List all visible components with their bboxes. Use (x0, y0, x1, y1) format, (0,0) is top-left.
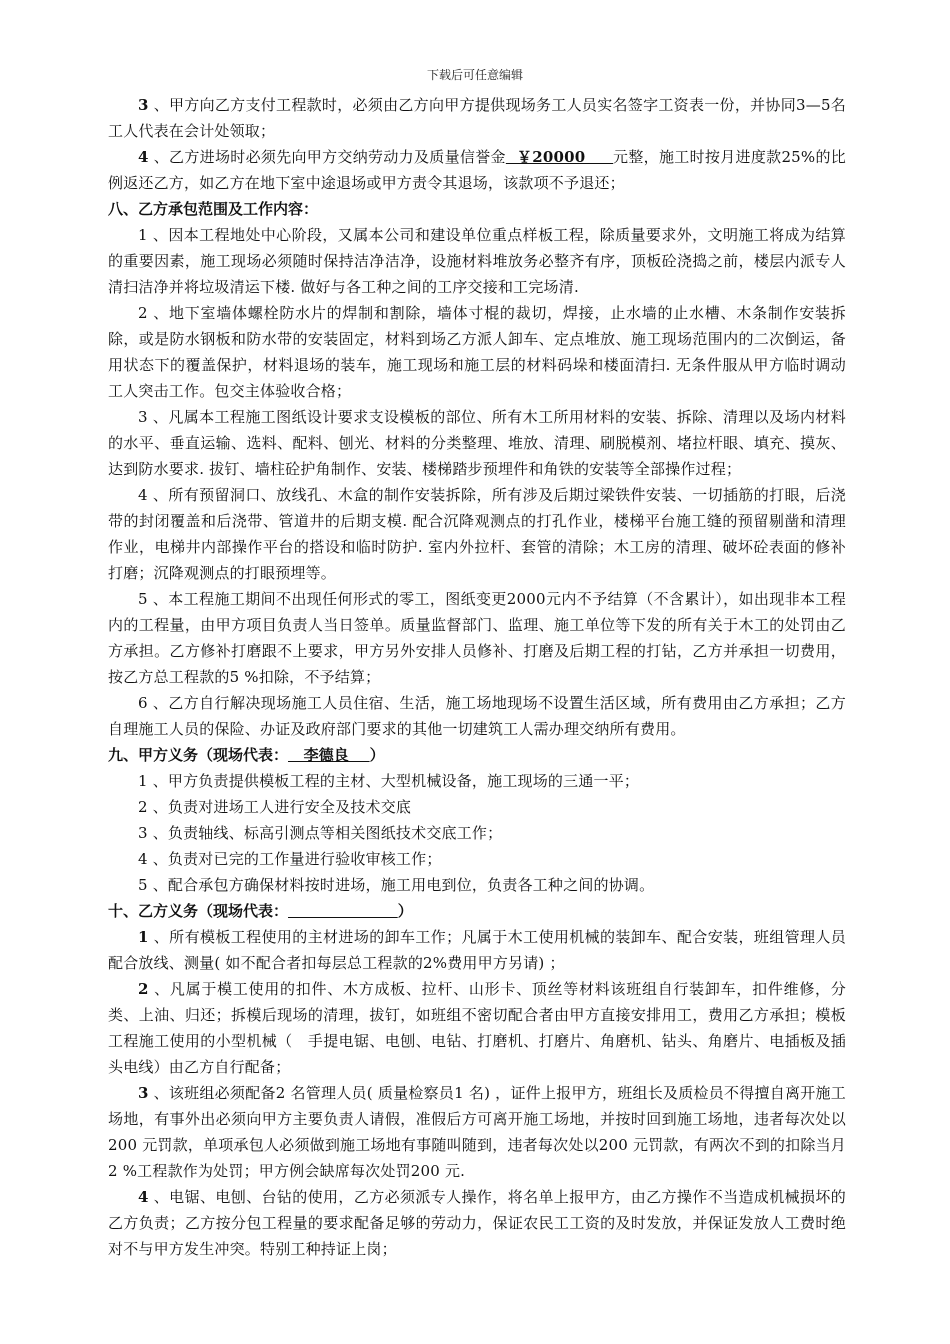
clause-number: 3 (138, 1084, 149, 1102)
section-10-item-2 (108, 976, 846, 1080)
deposit-amount: ￥20000 (505, 148, 614, 166)
section-8-title: 八、乙方承包范围及工作内容： (108, 200, 319, 218)
section-9-item-4: 4 、负责对已完的工作量进行验收审核工作； (138, 850, 442, 868)
section-10-title-end: ） (397, 902, 413, 920)
section-9-title (108, 742, 846, 768)
clause-number: 2 (138, 980, 149, 998)
document-body (108, 92, 846, 1262)
clause-text: 、电锯、电刨、台钻的使用，乙方必须派专人操作，将名单上报甲方，由乙方操作不当造成机械损坏的乙方负责；乙方按分包工程量的要求配备足够的劳动力，保证农民工工资的及时发放，并保证发放人工费时绝对不与甲方发生冲突。特别工种持证上岗； (108, 1188, 846, 1258)
clause-text: 、甲方向乙方支付工程款时，必须由乙方向甲方提供现场务工人员实名签字工资表一份，并协同3—5名工人代表在会计处领取； (108, 96, 846, 140)
clause-number: 3 (138, 96, 149, 114)
section-8-item-5: 5 、本工程施工期间不出现任何形式的零工，图纸变更2000元内不予结算（不含累计），如出现非本工程内的工程量，由甲方项目负责人当日签单。质量监督部门、监理、施工单位等下发的所有关于木工的处罚由乙方承担。乙方修补打磨跟不上要求，甲方另外安排人员修补、打磨及后期工程的打钻，乙方并承担一切费用，按乙方总工程款的5 %扣除，不予结算； (108, 590, 846, 686)
party-b-representative (288, 902, 398, 920)
clause-3-payment (108, 92, 846, 144)
section-9-item-1: 1 、甲方负责提供模板工程的主材、大型机械设备，施工现场的三通一平； (138, 772, 640, 790)
section-10-item-1 (108, 924, 846, 976)
section-8-item-6: 6 、乙方自行解决现场施工人员住宿、生活，施工场地现场不设置生活区域，所有费用由乙方承担；乙方自理施工人员的保险、办证及政府部门要求的其他一切建筑工人需办理交纳所有费用。 (108, 694, 846, 738)
section-10-item-4 (108, 1184, 846, 1262)
clause-text: 、该班组必须配备2 名管理人员( 质量检察员1 名) ，证件上报甲方，班组长及质检员不得擅自离开施工场地，有事外出必须向甲方主要负责人请假，准假后方可离开施工场地，并按时回到施工场地，违者每次处以200 元罚款，单项承包人必须做到施工场地有事随叫随到，违者每次处以200 元罚款，有两次不到的扣除当月2 %工程款作为处罚；甲方例会缺席每次处罚200 元. (108, 1084, 846, 1180)
clause-text-cont: 元整，施工时按月进度款25%的比例返还乙方，如乙方在地下室中途退场或甲方责令其退场，该款项不予退还； (108, 148, 847, 192)
clause-number: 4 (138, 1188, 149, 1206)
section-9-item-5: 5 、配合承包方确保材料按时进场，施工用电到位，负责各工种之间的协调。 (138, 876, 655, 894)
section-10-item-3 (108, 1080, 846, 1184)
clause-text: 、所有模板工程使用的主材进场的卸车工作；凡属于木工使用机械的装卸车、配合安装，班组管理人员配合放线、测量( 如不配合者扣每层总工程款的2%费用甲方另请) ； (108, 928, 846, 972)
clause-4-deposit (108, 144, 846, 196)
section-9-title-end: ） (369, 746, 385, 764)
clause-text: 、凡属于模工使用的扣件、木方成板、拉杆、山形卡、顶丝等材料该班组自行装卸车，扣件维修，分类、上油、归还；拆模后现场的清理，拔钉，如班组不密切配合者由甲方直接安排用工，费用乙方承担；模板工程施工使用的小型机械（ 手提电锯、电刨、电钻、打磨机、打磨片、角磨机、钻头、角磨片、电插板及插头电线）由乙方自行配备； (108, 980, 846, 1076)
page-header: 下载后可任意编辑 (426, 68, 523, 82)
section-8-item-1: 1 、因本工程地处中心阶段，又属本公司和建设单位重点样板工程，除质量要求外，文明施工将成为结算的重要因素，施工现场必须随时保持洁净洁净，设施材料堆放务必整齐有序，顶板砼浇捣之前，楼层内派专人清扫洁净并将垃圾清运下楼. 做好与各工种之间的工序交接和工完场清. (108, 226, 846, 296)
clause-number: 1 (138, 928, 149, 946)
clause-number: 4 (138, 148, 149, 166)
section-9-item-3: 3 、负责轴线、标高引测点等相关图纸技术交底工作； (138, 824, 503, 842)
party-a-representative: 李德良 (288, 746, 370, 764)
section-9-title-text: 九、甲方义务（现场代表： (108, 746, 289, 764)
section-10-title (108, 898, 846, 924)
section-8-item-2: 2 、地下室墙体螺栓防水片的焊制和割除，墙体寸棍的裁切，焊接，止水墙的止水槽、木条制作安装拆除，或是防水钢板和防水带的安装固定，材料到场乙方派人卸车、定点堆放、施工现场范围内的二次倒运，备用状态下的覆盖保护，材料退场的装车，施工现场和施工层的材料码垛和楼面清扫. 无条件服从甲方临时调动工人突击工作。包交主体验收合格； (108, 304, 846, 400)
section-10-title-text: 十、乙方义务（现场代表： (108, 902, 289, 920)
section-8-item-4: 4 、所有预留洞口、放线孔、木盒的制作安装拆除，所有涉及后期过梁铁件安装、一切插筋的打眼，后浇带的封闭覆盖和后浇带、管道井的后期支模. 配合沉降观测点的打孔作业，楼梯平台施工缝的预留剔凿和清理作业，电梯井内部操作平台的搭设和临时防护. 室内外拉杆、套管的清除；木工房的清理、破坏砼表面的修补打磨；沉降观测点的打眼预埋等。 (108, 486, 846, 582)
clause-text: 、乙方进场时必须先向甲方交纳劳动力及质量信誉金 (148, 148, 506, 166)
section-9-item-2: 2 、负责对进场工人进行安全及技术交底 (138, 798, 412, 816)
section-8-item-3: 3 、凡属本工程施工图纸设计要求支设模板的部位、所有木工所用材料的安装、拆除、清理以及场内材料的水平、垂直运输、选料、配料、刨光、材料的分类整理、堆放、清理、刷脱模剂、堵拉杆眼、填充、摸灰、达到防水要求. 拔钉、墙柱砼护角制作、安装、楼梯踏步预埋件和角铁的安装等全部操作过程； (108, 408, 846, 478)
